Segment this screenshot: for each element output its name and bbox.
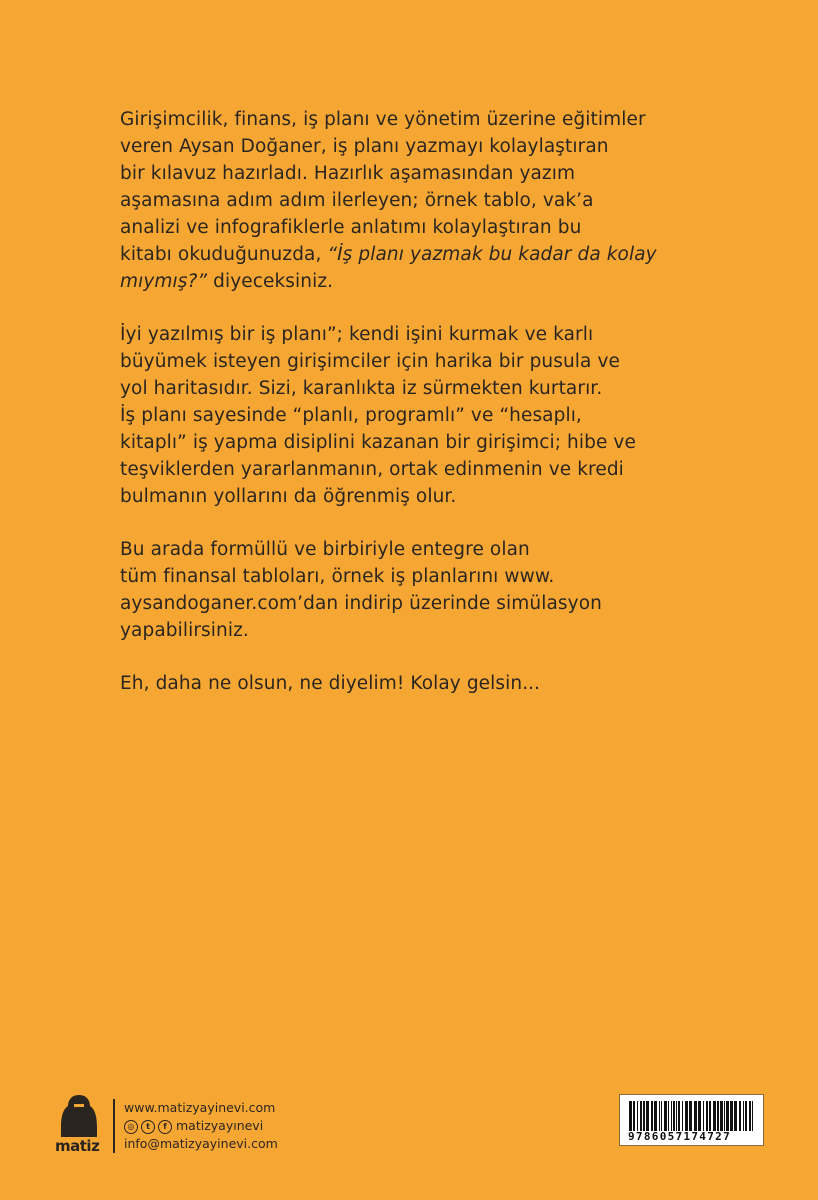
barcode-bar	[646, 1101, 649, 1131]
text-segment: aşamasına adım adım ilerleyen; örnek tablo, vak’a	[120, 190, 594, 211]
barcode-bar	[726, 1101, 729, 1131]
barcode-bar	[720, 1101, 723, 1131]
text-segment: Eh, daha ne olsun, ne diyelim! Kolay gelsin...	[120, 673, 541, 694]
barcode-bar	[689, 1101, 692, 1131]
barcode-bar	[654, 1101, 657, 1131]
text-line	[120, 536, 720, 563]
paragraph	[120, 670, 720, 697]
barcode-bar	[724, 1101, 725, 1131]
text-line	[120, 268, 720, 295]
barcode-bar	[706, 1101, 708, 1131]
barcode-bar	[743, 1101, 744, 1131]
back-cover-text	[120, 106, 720, 723]
publisher-logo	[55, 1093, 103, 1153]
barcode-bar	[694, 1101, 697, 1131]
barcode-bar	[698, 1101, 701, 1131]
text-segment: yapabilirsiniz.	[120, 620, 249, 641]
publisher-block	[55, 1093, 278, 1153]
barcode-bar	[713, 1101, 716, 1131]
text-segment: analizi ve infografiklerle anlatımı kolaylaştıran bu	[120, 217, 582, 238]
text-segment: kitabı okuduğunuzda,	[120, 244, 328, 265]
isbn-number: 9786057174727	[628, 1130, 731, 1143]
text-line	[120, 187, 720, 214]
text-line	[120, 348, 720, 375]
text-line	[120, 375, 720, 402]
barcode-bar	[661, 1101, 662, 1131]
barcode-bar	[739, 1101, 741, 1131]
text-segment: yol haritasıdır. Sizi, karanlıkta iz sürmekten kurtarır.	[120, 378, 603, 399]
barcode-bar	[745, 1101, 747, 1131]
barcode-bar	[678, 1101, 680, 1131]
text-line	[120, 483, 720, 510]
text-line	[120, 133, 720, 160]
barcode-bar	[749, 1101, 751, 1131]
paragraph	[120, 536, 720, 644]
text-segment: aysandoganer.com’dan indirip üzerinde simülasyon	[120, 593, 602, 614]
email-link[interactable]: info@matizyayinevi.com	[124, 1136, 278, 1151]
barcode-bar	[676, 1101, 677, 1131]
text-line	[120, 321, 720, 348]
text-line	[120, 670, 720, 697]
text-segment: Girişimcilik, finans, iş planı ve yönetim üzerine eğitimler	[120, 109, 646, 130]
barcode-bar	[685, 1101, 688, 1131]
barcode-bar	[640, 1101, 642, 1131]
isbn-barcode	[619, 1094, 764, 1146]
text-line	[120, 456, 720, 483]
barcode-bar	[752, 1101, 753, 1131]
paragraph	[120, 321, 720, 510]
barcode-bar	[629, 1101, 632, 1131]
text-line	[120, 429, 720, 456]
barcode-bar	[703, 1101, 704, 1131]
italic-quote: mıymış?”	[120, 271, 208, 292]
barcode-bar	[651, 1101, 653, 1131]
text-line	[120, 241, 720, 268]
paragraph	[120, 106, 720, 295]
text-segment: tüm finansal tabloları, örnek iş planlarını www.	[120, 566, 555, 587]
barcode-bar	[709, 1101, 711, 1131]
text-segment: diyeceksiniz.	[207, 271, 334, 292]
text-segment: bulmanın yollarını da öğrenmiş olur.	[120, 486, 457, 507]
barcode-bar	[730, 1101, 733, 1131]
text-segment: İyi yazılmış bir iş planı”; kendi işini kurmak ve karlı	[120, 324, 594, 345]
text-line	[120, 402, 720, 429]
logo-text: matiz	[55, 1137, 100, 1155]
text-segment: veren Aysan Doğaner, iş planı yazmayı kolaylaştıran	[120, 136, 609, 157]
text-line	[120, 106, 720, 133]
text-line	[120, 590, 720, 617]
website-link[interactable]: www.matizyayinevi.com	[124, 1100, 276, 1115]
text-line	[120, 563, 720, 590]
text-line	[120, 617, 720, 644]
text-line	[120, 214, 720, 241]
italic-quote: “İş planı yazmak bu kadar da kolay	[327, 244, 657, 265]
barcode-bar	[673, 1101, 675, 1131]
barcode-bar	[668, 1101, 669, 1131]
text-segment: İş planı sayesinde “planlı, programlı” ve “hesaplı,	[120, 405, 582, 426]
barcode-bar	[717, 1101, 719, 1131]
barcode-bars	[629, 1101, 756, 1131]
divider	[113, 1099, 115, 1153]
barcode-bar	[664, 1101, 667, 1131]
barcode-bar	[643, 1101, 645, 1131]
text-line	[120, 160, 720, 187]
text-segment: Bu arada formüllü ve birbiriyle entegre olan	[120, 539, 530, 560]
text-segment: büyümek isteyen girişimciler için harika bir pusula ve	[120, 351, 620, 372]
text-segment: teşviklerden yararlanmanın, ortak edinmenin ve kredi	[120, 459, 624, 480]
barcode-bar	[682, 1101, 683, 1131]
barcode-bar	[637, 1101, 638, 1131]
barcode-bar	[671, 1101, 672, 1131]
barcode-bar	[633, 1101, 635, 1131]
barcode-bar	[659, 1101, 660, 1131]
instagram-icon[interactable]: ◎	[124, 1120, 138, 1134]
gorilla-icon	[59, 1093, 99, 1137]
twitter-icon[interactable]: t	[141, 1120, 155, 1134]
text-segment: bir kılavuz hazırladı. Hazırlık aşamasından yazım	[120, 163, 576, 184]
text-segment: kitaplı” iş yapma disiplini kazanan bir girişimci; hibe ve	[120, 432, 636, 453]
barcode-bar	[734, 1101, 737, 1131]
social-handle[interactable]: matizyayınevi	[176, 1118, 264, 1133]
facebook-icon[interactable]: f	[158, 1120, 172, 1134]
